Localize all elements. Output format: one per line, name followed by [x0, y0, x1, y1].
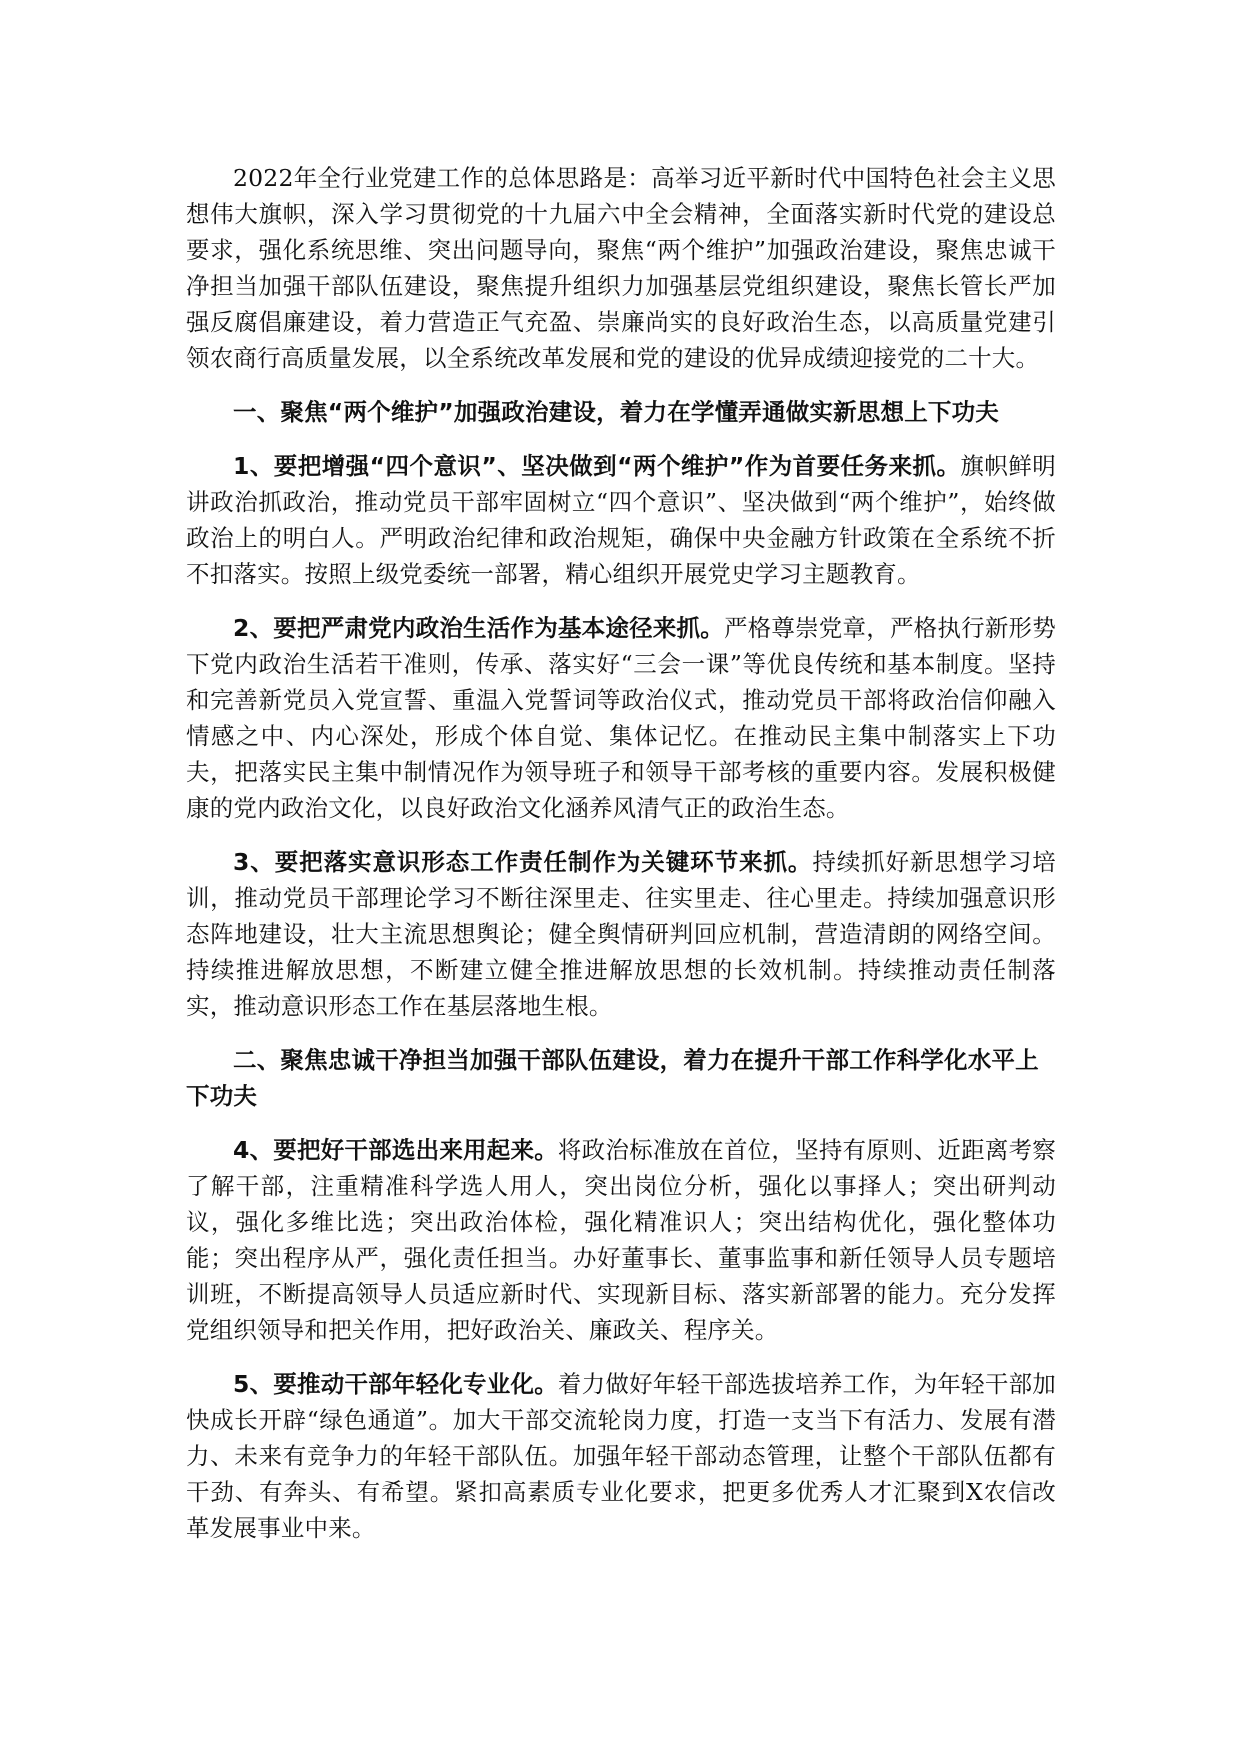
item-4-body: 将政治标准放在首位，坚持有原则、近距离考察了解干部，注重精准科学选人用人，突出岗位分析，强化以事择人；突出研判动议，强化多维比选；突出政治体检，强化精准识人；突出结构优化，强化整体功能；突出程序从严，强化责任担当。办好董事长、董事监事和新任领导人员专题培训班，不断提高领导人员适应新时代、实现新目标、落实新部署的能力。充分发挥党组织领导和把关作用，把好政治关、廉政关、程序关。: [186, 1136, 1056, 1344]
item-4-paragraph: [186, 1132, 1056, 1348]
section-1-heading: 一、聚焦“两个维护”加强政治建设，着力在学懂弄通做实新思想上下功夫: [233, 398, 999, 426]
item-2-body: 严格尊崇党章，严格执行新形势下党内政治生活若干准则，传承、落实好“三会一课”等优良传统和基本制度。坚持和完善新党员入党宣誓、重温入党誓词等政治仪式，推动党员干部将政治信仰融入情感之中、内心深处，形成个体自觉、集体记忆。在推动民主集中制落实上下功夫，把落实民主集中制情况作为领导班子和领导干部考核的重要内容。发展积极健康的党内政治文化，以良好政治文化涵养风清气正的政治生态。: [186, 614, 1056, 822]
item-4-lead: 4、要把好干部选出来用起来。: [233, 1136, 558, 1164]
item-1-body: 旗帜鲜明讲政治抓政治，推动党员干部牢固树立“四个意识”、坚决做到“两个维护”，始终做政治上的明白人。严明政治纪律和政治规矩，确保中央金融方针政策在全系统不折不扣落实。按照上级党委统一部署，精心组织开展党史学习主题教育。: [186, 452, 1056, 588]
item-3-lead: 3、要把落实意识形态工作责任制作为关键环节来抓。: [233, 848, 813, 876]
item-3-paragraph: [186, 844, 1056, 1024]
item-5-body: 着力做好年轻干部选拔培养工作，为年轻干部加快成长开辟“绿色通道”。加大干部交流轮岗力度，打造一支当下有活力、发展有潜力、未来有竞争力的年轻干部队伍。加强年轻干部动态管理，让整个干部队伍都有干劲、有奔头、有希望。紧扣高素质专业化要求，把更多优秀人才汇聚到X农信改革发展事业中来。: [186, 1370, 1056, 1542]
item-3-body: 持续抓好新思想学习培训，推动党员干部理论学习不断往深里走、往实里走、往心里走。持续加强意识形态阵地建设，壮大主流思想舆论；健全舆情研判回应机制，营造清朗的网络空间。持续推进解放思想，不断建立健全推进解放思想的长效机制。持续推动责任制落实，推动意识形态工作在基层落地生根。: [186, 848, 1056, 1020]
item-5-lead: 5、要推动干部年轻化专业化。: [233, 1370, 558, 1398]
item-2-lead: 2、要把严肃党内政治生活作为基本途径来抓。: [233, 614, 724, 642]
item-1-paragraph: [186, 448, 1056, 592]
item-1-lead: 1、要把增强“四个意识”、坚决做到“两个维护”作为首要任务来抓。: [233, 452, 961, 480]
section-2-heading: 二、聚焦忠诚干净担当加强干部队伍建设，着力在提升干部工作科学化水平上下功夫: [186, 1046, 1039, 1110]
intro-paragraph: 2022年全行业党建工作的总体思路是：高举习近平新时代中国特色社会主义思想伟大旗帜，深入学习贯彻党的十九届六中全会精神，全面落实新时代党的建设总要求，强化系统思维、突出问题导向，聚焦“两个维护”加强政治建设，聚焦忠诚干净担当加强干部队伍建设，聚焦提升组织力加强基层党组织建设，聚焦长管长严加强反腐倡廉建设，着力营造正气充盈、崇廉尚实的良好政治生态，以高质量党建引领农商行高质量发展，以全系统改革发展和党的建设的优异成绩迎接党的二十大。: [186, 164, 1056, 372]
item-2-paragraph: [186, 610, 1056, 826]
item-5-paragraph: [186, 1366, 1056, 1546]
document-page: [186, 160, 1056, 1564]
